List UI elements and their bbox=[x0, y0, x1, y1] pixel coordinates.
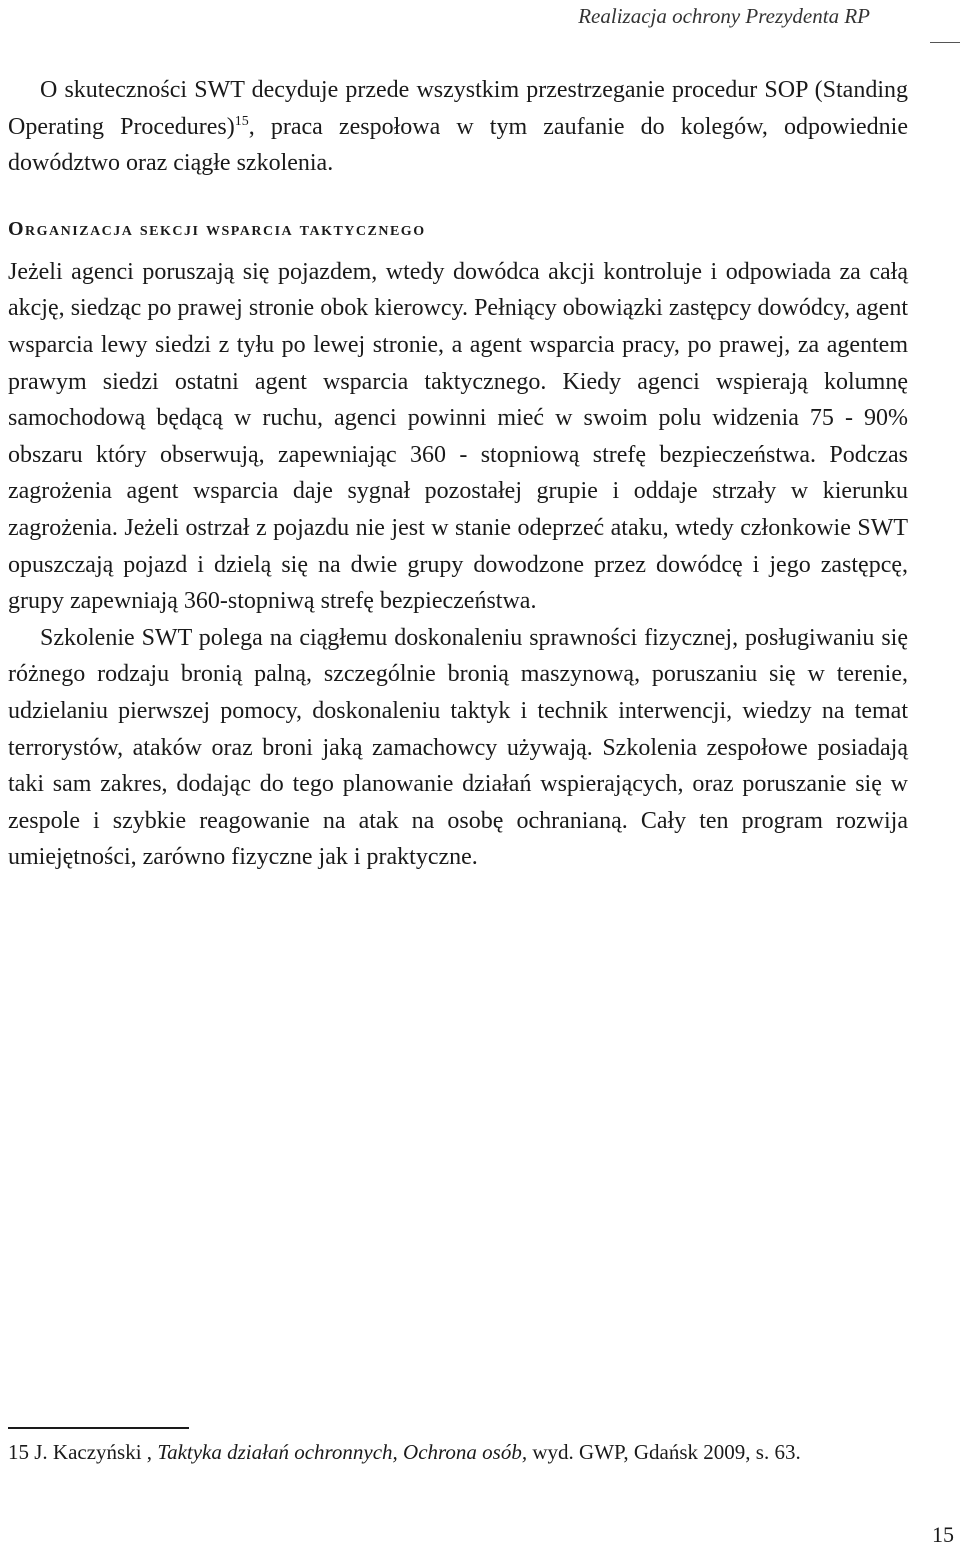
intro-paragraph bbox=[8, 72, 908, 182]
footnote-title: Taktyka działań ochronnych, Ochrona osób, bbox=[157, 1440, 528, 1464]
footnote-publisher: wyd. GWP, Gdańsk 2009, s. 63. bbox=[532, 1440, 801, 1464]
footnote-separator bbox=[8, 1427, 189, 1429]
section-paragraph-2: Szkolenie SWT polega na ciągłemu doskonaleniu sprawności fizycznej, posługiwaniu się różnego rodzaju bronią palną, szczególnie bronią maszynową, poruszaniu się w terenie, udzielaniu pierwszej pomocy, doskonaleniu taktyk i technik interwencji, wiedzy na temat terrorystów, ataków oraz broni jaką zamachowcy używają. Szkolenia zespołowe posiadają taki sam zakres, dodając do tego planowanie działań wspierających, oraz poruszanie się w zespole i szybkie reagowanie na atak na osobę ochranianą. Cały ten program rozwija umiejętności, zarówno fizyczne jak i praktyczne. bbox=[8, 624, 908, 871]
section-heading: Organizacja sekcji wsparcia taktycznego bbox=[8, 217, 426, 240]
header-rule bbox=[930, 42, 960, 43]
footnote-number: 15 bbox=[8, 1440, 29, 1464]
running-header: Realizacja ochrony Prezydenta RP bbox=[578, 4, 870, 28]
page-number: 15 bbox=[932, 1522, 954, 1547]
footnote-author: J. Kaczyński , bbox=[34, 1440, 153, 1464]
intro-text-start: O skuteczności SWT decyduje przede wszystkim przestrzeganie procedur SOP (Standing Operating Procedures) bbox=[8, 77, 908, 140]
footnote bbox=[8, 1437, 801, 1467]
footnote-reference[interactable]: 15 bbox=[234, 113, 249, 129]
section-paragraph-1: Jeżeli agenci poruszają się pojazdem, wtedy dowódca akcji kontroluje i odpowiada za całą akcję, siedząc po prawej stronie obok kierowcy. Pełniący obowiązki zastępcy dowódcy, agent wsparcia lewy siedzi z tyłu po lewej stronie, a agent wsparcia pracy, po prawej, za agentem prawym siedzi ostatni agent wsparcia taktycznego. Kiedy agenci wspierają kolumnę samochodową będącą w ruchu, agenci powinni mieć w swoim polu widzenia 75 - 90% obszaru który obserwują, zapewniając 360 - stopniową strefę bezpieczeństwa. Podczas zagrożenia agent wsparcia daje sygnał pozostałej grupie i oddaje strzały w kierunku zagrożenia. Jeżeli ostrzał z pojazdu nie jest w stanie odeprzeć ataku, wtedy członkowie SWT opuszczają pojazd i dzielą się na dwie grupy dowodzone przez dowódcę i jego zastępcę, grupy zapewniają 360-stopniwą strefę bezpieczeństwa. bbox=[8, 258, 908, 615]
main-text bbox=[8, 72, 908, 876]
intro-text-end: , praca zespołowa w tym zaufanie do kolegów, odpowiednie dowództwo oraz ciągłe szkolenia. bbox=[8, 113, 908, 177]
